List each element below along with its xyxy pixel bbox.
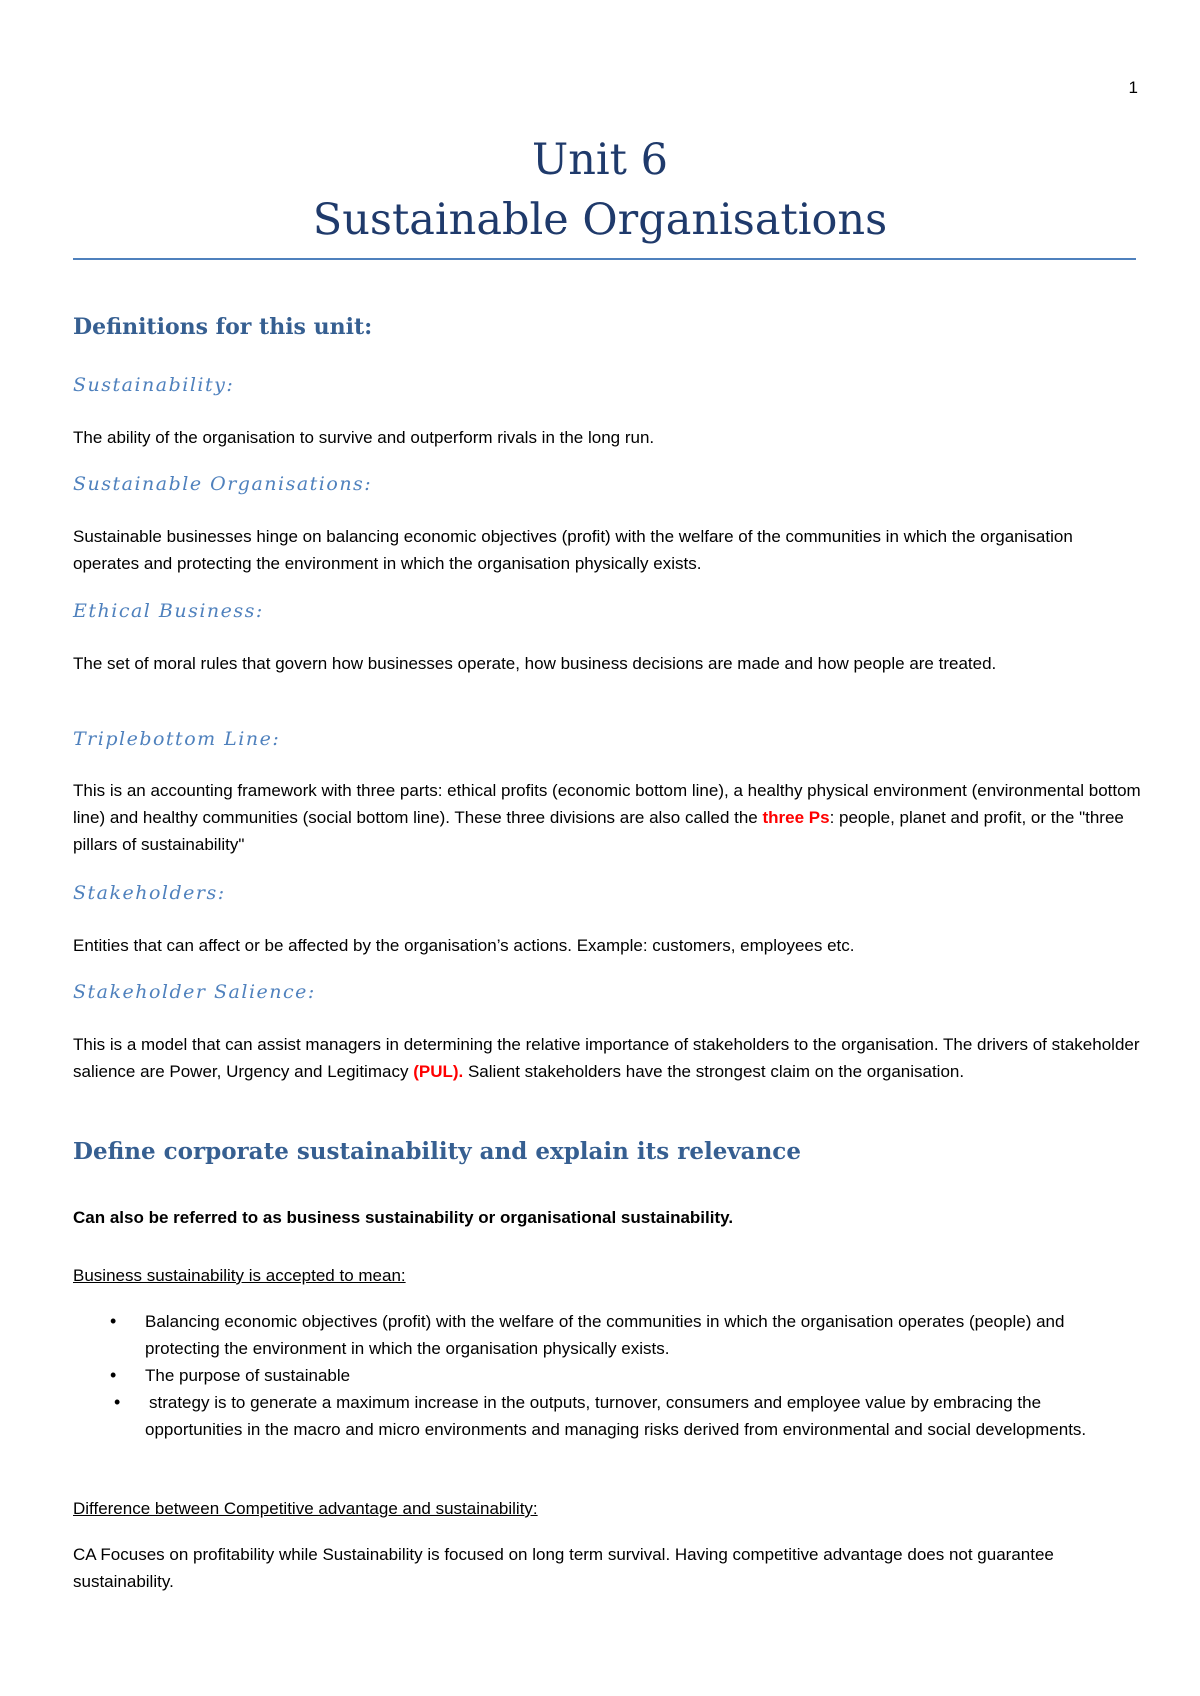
definition-sustainable-organisations: Sustainable businesses hinge on balancing economic objectives (profit) with the welfare of the communities in which the organisation operates and protecting the environment in which the organisation physically exists. <box>73 527 1073 573</box>
definition-ethical-business: The set of moral rules that govern how businesses operate, how business decisions are made and how people are treated. <box>73 654 997 673</box>
section-closing-paragraph: CA Focuses on profitability while Sustainability is focused on long term survival. Having competitive advantage does not guarantee sustainability. <box>73 1545 1054 1591</box>
definition-stakeholders: Entities that can affect or be affected by the organisation’s actions. Example: customers, employees etc. <box>73 936 855 955</box>
list-item: • strategy is to generate a maximum increase in the outputs, turnover, consumers and employee value by embracing the opportunities in the macro and micro environments and managing risks derived from environmental and social developments. <box>73 1389 1143 1443</box>
term-stakeholders: Stakeholders: <box>73 882 226 904</box>
title-divider <box>73 258 1136 260</box>
section-subheading-difference: Difference between Competitive advantage and sustainability: <box>73 1499 538 1518</box>
definitions-heading: Definitions for this unit: <box>73 314 373 340</box>
term-triple-bottom-line: Triplebottom Line: <box>73 728 281 750</box>
definition-text-part: This is a model that can assist managers in determining the relative importance of stakeholders to the organisation. The drivers of stakeholder salience are Power, Urgency and Legitimacy <box>73 1035 1140 1081</box>
definition-stakeholder-salience <box>73 1031 1143 1085</box>
highlight-pul: (PUL). <box>413 1062 464 1081</box>
title-subject: Sustainable Organisations <box>312 195 888 245</box>
definition-sustainability: The ability of the organisation to survive and outperform rivals in the long run. <box>73 428 655 447</box>
term-sustainable-organisations: Sustainable Organisations: <box>73 473 373 495</box>
definition-text-part: This is an accounting framework with three parts: ethical profits (economic bottom line), a healthy physical environment (environmental bottom line) and healthy communities (social bottom line). These three divisions are also called the <box>73 781 1141 827</box>
definition-text-part: Salient stakeholders have the strongest claim on the organisation. <box>463 1062 965 1081</box>
section-subheading-meaning: Business sustainability is accepted to mean: <box>73 1266 406 1285</box>
title-unit: Unit 6 <box>532 135 668 185</box>
bullet-list <box>73 1308 1143 1443</box>
section-bold-note: Can also be referred to as business sustainability or organisational sustainability. <box>73 1208 734 1227</box>
term-ethical-business: Ethical Business: <box>73 600 264 622</box>
list-item: • Balancing economic objectives (profit) with the welfare of the communities in which the organisation operates (people) and protecting the environment in which the organisation physically exists. <box>73 1308 1143 1362</box>
definition-triple-bottom-line <box>73 777 1143 858</box>
highlight-three-ps: three Ps <box>762 808 830 827</box>
term-sustainability: Sustainability: <box>73 374 235 396</box>
definition-text-part: : people, planet and profit, or the "three pillars of sustainability" <box>73 808 1124 854</box>
section-heading: Define corporate sustainability and explain its relevance <box>73 1138 801 1165</box>
page-number: 1 <box>1128 78 1138 97</box>
list-item: • The purpose of sustainable <box>73 1362 1143 1389</box>
term-stakeholder-salience: Stakeholder Salience: <box>73 981 316 1003</box>
